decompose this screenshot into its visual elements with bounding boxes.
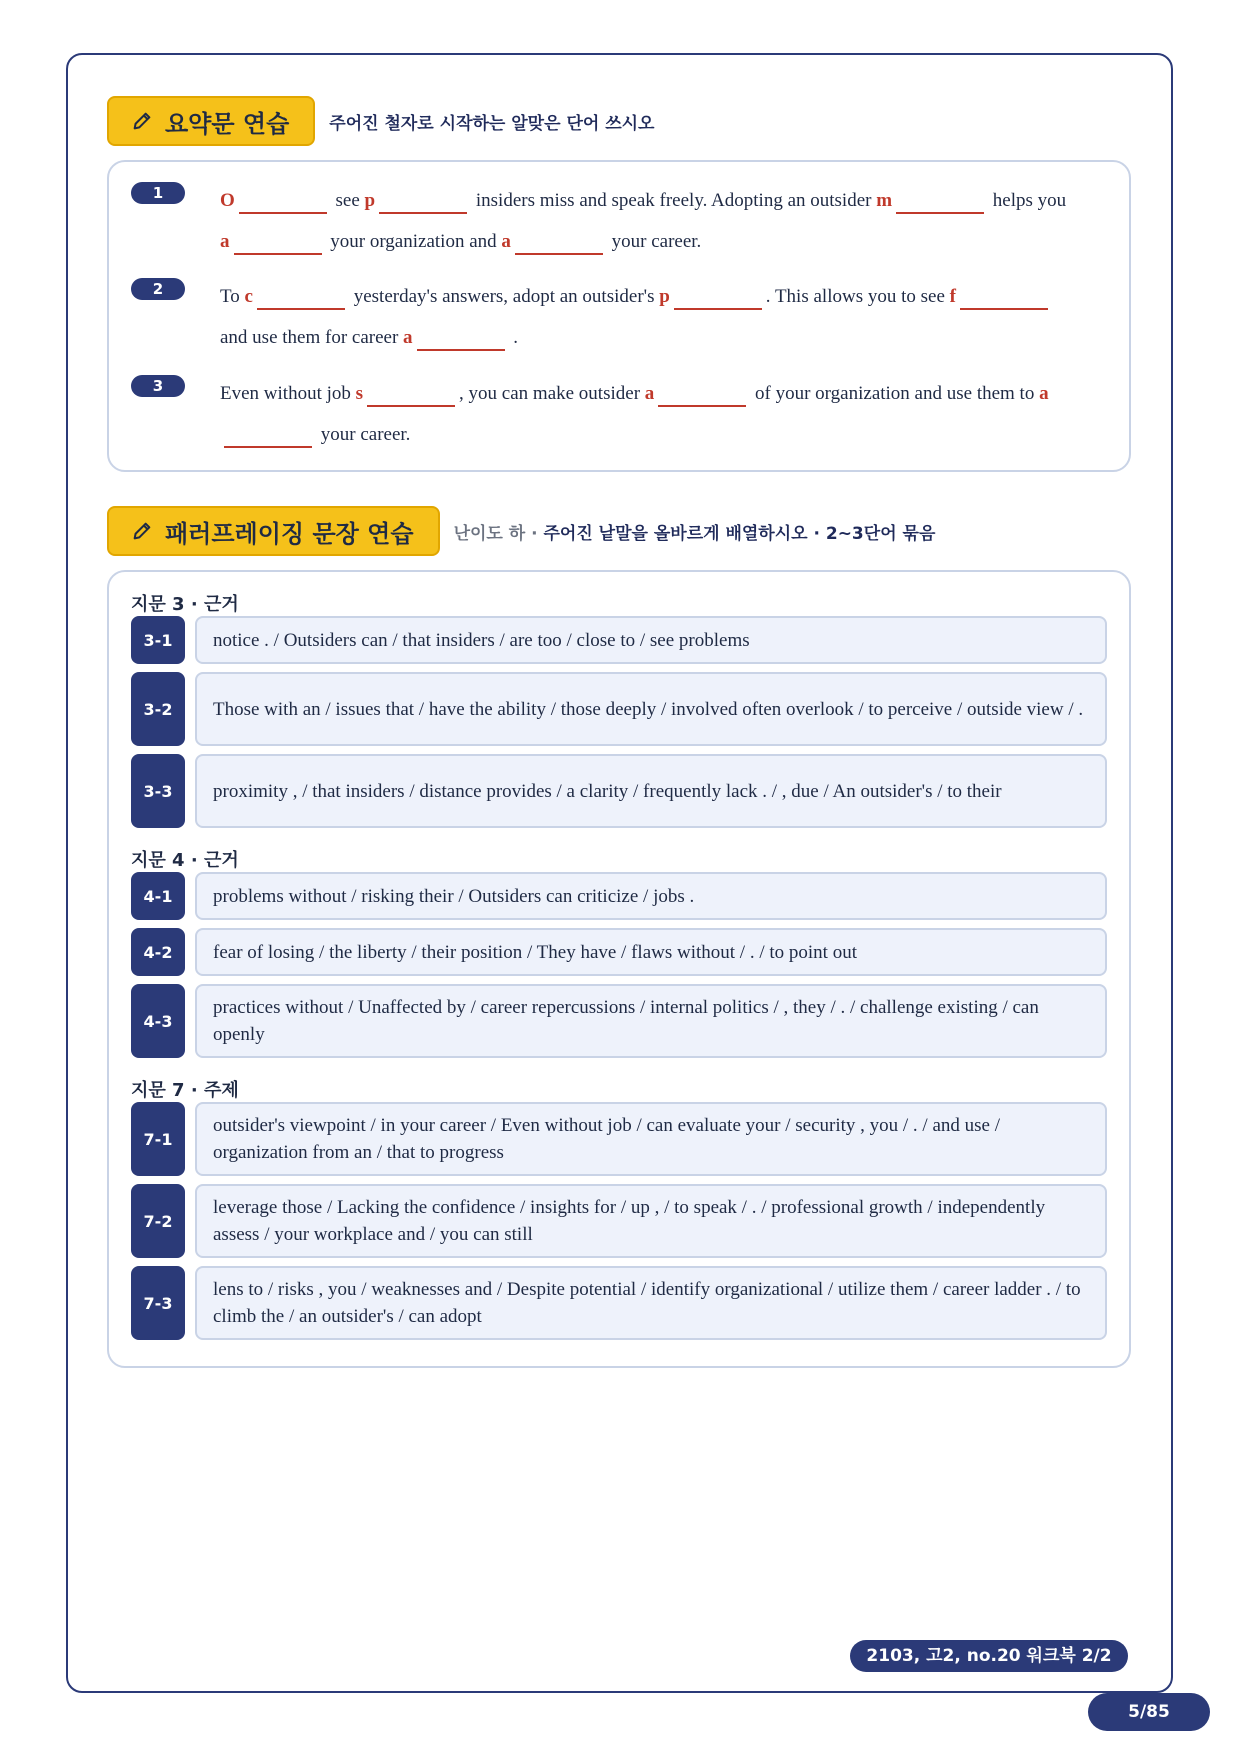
initial-letter: a (220, 231, 230, 252)
summary-item-1 (131, 180, 1109, 262)
text-segment: your organization and (330, 231, 497, 252)
answer-blank[interactable] (896, 186, 984, 214)
list-item (131, 1266, 1107, 1340)
instruction-text: 주어진 낱말을 올바르게 배열하시오 · 2~3단어 묶음 (543, 523, 936, 544)
answer-blank[interactable] (417, 323, 505, 351)
summary-item-text (220, 373, 1109, 455)
list-item (131, 754, 1107, 828)
source-tag: 2103, 고2, no.20 워크북 2/2 (850, 1640, 1128, 1672)
answer-blank[interactable] (379, 186, 467, 214)
row-text: fear of losing / the liberty / their position / They have / flaws without / . / to point out (195, 928, 1107, 976)
answer-blank[interactable] (239, 186, 327, 214)
text-segment: helps you (992, 190, 1067, 211)
row-text: Those with an / issues that / have the ability / those deeply / involved often overlook / to perceive / outside view / . (195, 672, 1107, 746)
list-item (131, 872, 1107, 920)
separator: · (531, 523, 538, 544)
initial-letter: a (403, 327, 413, 348)
text-segment: . (513, 327, 519, 348)
initial-letter: s (355, 383, 364, 404)
initial-letter: m (876, 190, 893, 211)
group-label: 지문 3 · 근거 (131, 594, 239, 615)
row-text: leverage those / Lacking the confidence / insights for / up , / to speak / . / professional growth / independently assess / your workplace and / you can still (195, 1184, 1107, 1258)
row-number: 7-2 (131, 1184, 185, 1258)
list-item (131, 984, 1107, 1058)
row-number: 7-3 (131, 1266, 185, 1340)
group-label: 지문 7 · 주제 (131, 1080, 239, 1101)
paraphrase-tag-label: 패러프레이징 문장 연습 (165, 519, 414, 548)
summary-item-text (220, 276, 1109, 358)
list-item (131, 1102, 1107, 1176)
answer-blank[interactable] (234, 227, 322, 255)
initial-letter: a (1039, 383, 1049, 404)
pencil-icon (131, 110, 153, 132)
answer-blank[interactable] (367, 379, 455, 407)
answer-blank[interactable] (960, 282, 1048, 310)
text-segment: , you can make outsider (459, 383, 641, 404)
page-number: 5/85 (1088, 1693, 1210, 1731)
row-text: problems without / risking their / Outsiders can criticize / jobs . (195, 872, 1107, 920)
paraphrase-box (107, 570, 1131, 1368)
summary-box (107, 160, 1131, 472)
initial-letter: p (364, 190, 376, 211)
summary-tag (107, 96, 315, 146)
text-segment: . This allows you to see (765, 286, 945, 307)
list-item (131, 616, 1107, 664)
group-label: 지문 4 · 근거 (131, 850, 239, 871)
row-number: 3-1 (131, 616, 185, 664)
summary-header (107, 96, 654, 146)
summary-item-number: 3 (131, 375, 185, 397)
row-text: outsider's viewpoint / in your career / Even without job / can evaluate your / security , you / . / and use / organization from an / that to progress (195, 1102, 1107, 1176)
answer-blank[interactable] (674, 282, 762, 310)
text-segment: see (335, 190, 360, 211)
paraphrase-header (107, 506, 935, 556)
row-text: notice . / Outsiders can / that insiders / are too / close to / see problems (195, 616, 1107, 664)
list-item (131, 672, 1107, 746)
row-number: 4-1 (131, 872, 185, 920)
answer-blank[interactable] (224, 420, 312, 448)
paraphrase-tag (107, 506, 440, 556)
text-segment: of your organization and use them to (755, 383, 1035, 404)
summary-item-2 (131, 276, 1109, 358)
summary-item-text (220, 180, 1109, 262)
summary-instruction: 주어진 철자로 시작하는 알맞은 단어 쓰시오 (329, 113, 655, 134)
row-number: 3-3 (131, 754, 185, 828)
paraphrase-instruction (454, 519, 936, 544)
text-segment: Even without job (220, 383, 351, 404)
summary-tag-label: 요약문 연습 (165, 109, 290, 138)
text-segment: and use them for career (220, 327, 399, 348)
row-number: 4-2 (131, 928, 185, 976)
summary-item-number: 2 (131, 278, 185, 300)
initial-letter: p (659, 286, 670, 307)
row-number: 7-1 (131, 1102, 185, 1176)
text-segment: To (220, 286, 240, 307)
summary-item-3 (131, 373, 1109, 455)
answer-blank[interactable] (515, 227, 603, 255)
row-number: 4-3 (131, 984, 185, 1058)
list-item (131, 1184, 1107, 1258)
text-segment: insiders miss and speak freely. Adopting an outsider (475, 190, 872, 211)
initial-letter: a (501, 231, 511, 252)
initial-letter: a (644, 383, 655, 404)
text-segment: your career. (611, 231, 702, 252)
difficulty-label: 난이도 하 (453, 523, 526, 544)
initial-letter: c (244, 286, 253, 307)
row-text: proximity , / that insiders / distance provides / a clarity / frequently lack . / , due / An outsider's / to their (195, 754, 1107, 828)
summary-item-number: 1 (131, 182, 185, 204)
row-text: lens to / risks , you / weaknesses and / Despite potential / identify organizational / utilize them / career ladder . / to climb the / an outsider's / can adopt (195, 1266, 1107, 1340)
text-segment: yesterday's answers, adopt an outsider's (353, 286, 655, 307)
row-text: practices without / Unaffected by / career repercussions / internal politics / , they / . / challenge existing / can openly (195, 984, 1107, 1058)
list-item (131, 928, 1107, 976)
answer-blank[interactable] (658, 379, 746, 407)
initial-letter: O (220, 190, 235, 211)
row-number: 3-2 (131, 672, 185, 746)
pencil-icon (131, 520, 153, 542)
answer-blank[interactable] (257, 282, 345, 310)
text-segment: your career. (320, 424, 411, 445)
initial-letter: f (949, 286, 956, 307)
